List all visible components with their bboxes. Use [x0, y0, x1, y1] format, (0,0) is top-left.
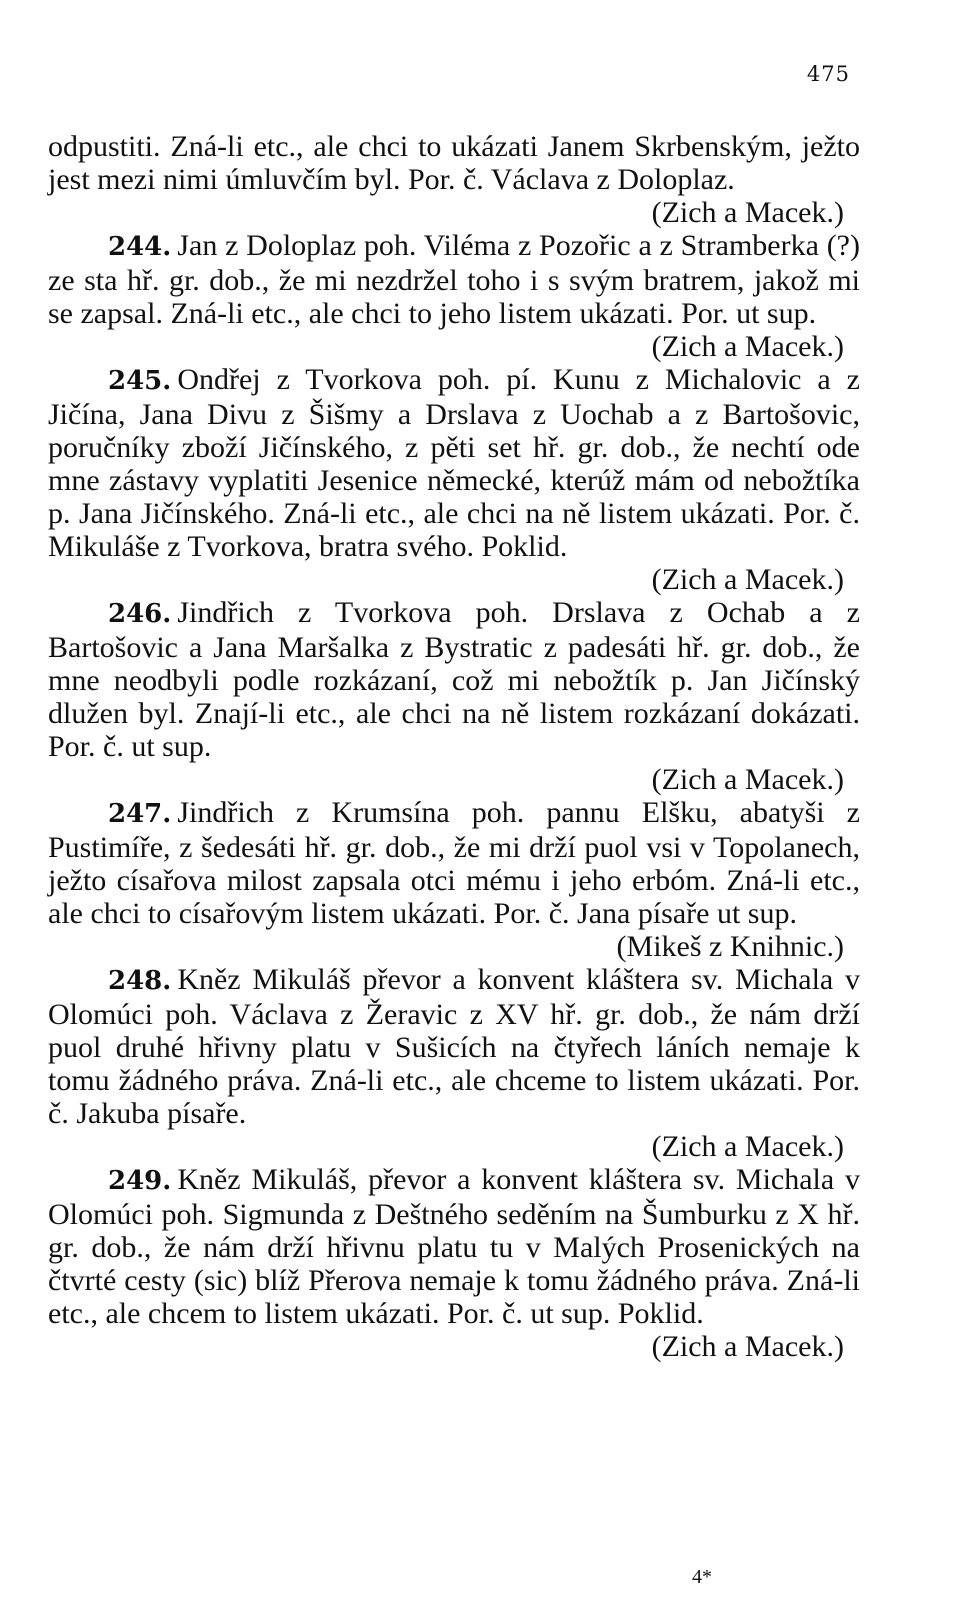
entry-number: 246.	[108, 599, 172, 629]
entry-signature: (Zich a Macek.)	[651, 330, 844, 363]
entry-245	[48, 363, 860, 596]
entry-signature: (Zich a Macek.)	[651, 1130, 844, 1163]
entry-paragraph	[48, 229, 860, 330]
entry-246	[48, 596, 860, 796]
signature-mark: 4*	[692, 1566, 712, 1588]
entry-signature: (Zich a Macek.)	[651, 1330, 844, 1363]
entry-paragraph	[48, 963, 860, 1130]
entry-text: Jindřich z Tvorkova poh. Drslava z Ochab a z Bartošovic a Jana Maršalka z Bystratic z padesáti hř. gr. dob., že mne neodbyli podle rozkázaní, což mi nebožtík p. Jan Jičínský dlužen byl. Znají-li etc., ale chci na ně listem rozkázaní dokázati. Por. č. ut sup.	[48, 596, 860, 763]
entry-249	[48, 1163, 860, 1363]
entry-text: Jindřich z Krumsína poh. pannu Elšku, abatyši z Pustimíře, z šedesáti hř. gr. dob., že mi drží puol vsi v Topolanech, ježto císařova milost zapsala otci mému i jeho erbóm. Zná-li etc., ale chci to císařovým listem ukázati. Por. č. Jana písaře ut sup.	[48, 796, 860, 930]
entry-signature: (Mikeš z Knihnic.)	[616, 930, 844, 963]
entry-number: 244.	[108, 232, 172, 262]
entry-paragraph	[48, 1163, 860, 1330]
entry-247	[48, 796, 860, 963]
entry-signature: (Zich a Macek.)	[651, 563, 844, 596]
entry-text: Kněz Mikuláš převor a konvent kláštera sv. Michala v Olomúci poh. Václava z Žeravic z XV hř. gr. dob., že nám drží puol druhé hřivny platu v Sušicích na čtyřech láních nemaje k tomu žádného práva. Zná-li etc., ale chceme to listem ukázati. Por. č. Jakuba písaře.	[48, 963, 860, 1130]
entry-244	[48, 229, 860, 363]
intro-paragraph: odpustiti. Zná-li etc., ale chci to ukázati Janem Skrbenským, ježto jest mezi nimi úmluvčím byl. Por. č. Václava z Doloplaz.	[48, 130, 860, 196]
page-number: 475	[806, 62, 850, 86]
text-body	[48, 130, 860, 1363]
entry-text: Jan z Doloplaz poh. Viléma z Pozořic a z Stramberka (?) ze sta hř. gr. dob., že mi nezdržel toho i s svým bratrem, jakož mi se zapsal. Zná-li etc., ale chci to jeho listem ukázati. Por. ut sup.	[48, 229, 860, 330]
entry-248	[48, 963, 860, 1163]
entry-number: 248.	[108, 966, 172, 996]
entry-number: 249.	[108, 1166, 172, 1196]
entry-number: 247.	[108, 799, 172, 829]
entry-number: 245.	[108, 366, 172, 396]
intro-signature: (Zich a Macek.)	[651, 196, 844, 229]
entry-paragraph	[48, 596, 860, 763]
entry-text: Ondřej z Tvorkova poh. pí. Kunu z Michalovic a z Jičína, Jana Divu z Šišmy a Drslava z Uochab a z Bartošovic, poručníky zboží Jičínského, z pěti set hř. gr. dob., že nechtí ode mne zástavy vyplatiti Jesenice německé, kterúž mám od nebožtíka p. Jana Jičínského. Zná-li etc., ale chci na ně listem ukázati. Por. č. Mikuláše z Tvorkova, bratra svého. Poklid.	[48, 363, 860, 563]
entry-paragraph	[48, 796, 860, 930]
entry-signature: (Zich a Macek.)	[651, 763, 844, 796]
entry-paragraph	[48, 363, 860, 563]
entry-text: Kněz Mikuláš, převor a konvent kláštera sv. Michala v Olomúci poh. Sigmunda z Deštného seděním na Šumburku z X hř. gr. dob., že nám drží hřivnu platu tu v Malých Prosenických na čtvrté cesty (sic) blíž Přerova nemaje k tomu žádného práva. Zná-li etc., ale chcem to listem ukázati. Por. č. ut sup. Poklid.	[48, 1163, 860, 1330]
